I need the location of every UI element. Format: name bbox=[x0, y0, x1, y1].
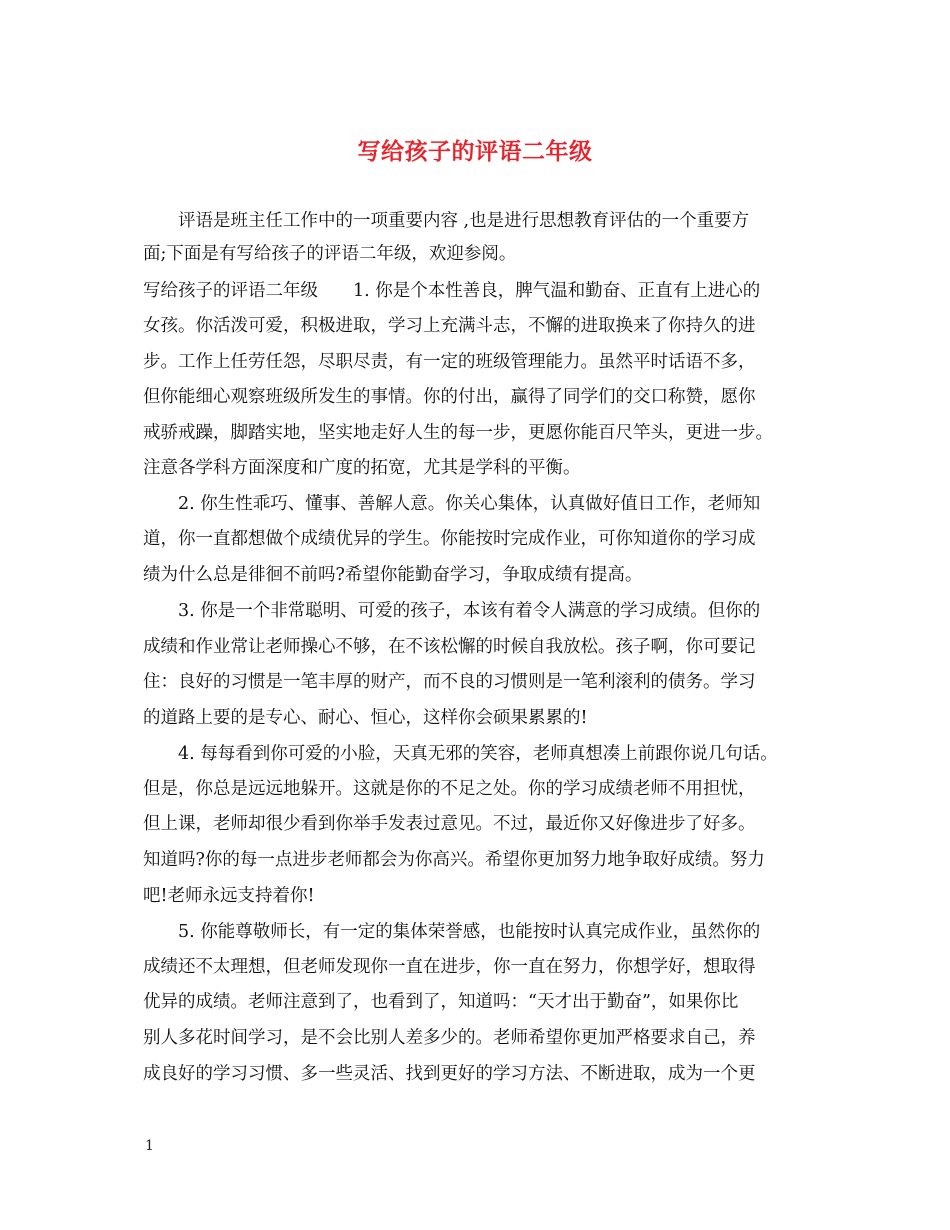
body-line: 但你能细心观察班级所发生的事情。你的付出，赢得了同学们的交口称赞，愿你 bbox=[143, 387, 756, 407]
body-line: 写给孩子的评语二年级 1. 你是个本性善良，脾气温和勤奋、正直有上进心的 bbox=[143, 281, 761, 301]
body-line: 但是，你总是远远地躲开。这就是你的不足之处。你的学习成绩老师不用担忧， bbox=[143, 779, 756, 799]
body-line: 注意各学科方面深度和广度的拓宽，尤其是学科的平衡。 bbox=[143, 458, 581, 478]
body-line: 的道路上要的是专心、耐心、恒心，这样你会硕果累累的! bbox=[143, 708, 588, 728]
body-line: 2. 你生性乖巧、懂事、善解人意。你关心集体，认真做好值日工作，老师知 bbox=[143, 494, 761, 514]
body-line: 女孩。你活泼可爱，积极进取，学习上充满斗志，不懈的进取换来了你持久的进 bbox=[143, 316, 756, 336]
page-title: 写给孩子的评语二年级 bbox=[357, 139, 593, 165]
body-line: 面;下面是有写给孩子的评语二年级，欢迎参阅。 bbox=[143, 244, 517, 264]
body-line: 知道吗?你的每一点进步老师都会为你高兴。希望你更加努力地争取好成绩。努力 bbox=[143, 850, 765, 870]
body-line: 绩为什么总是徘徊不前吗?希望你能勤奋学习，争取成绩有提高。 bbox=[143, 565, 643, 585]
body-line: 优异的成绩。老师注意到了，也看到了，知道吗：“天才出于勤奋”，如果你比 bbox=[143, 992, 739, 1012]
body-line: 吧!老师永远支持着你! bbox=[143, 886, 315, 906]
body-line: 成良好的学习习惯、多一些灵活、找到更好的学习方法、不断进取，成为一个更 bbox=[143, 1064, 756, 1084]
body-line: 成绩和作业常让老师操心不够，在不该松懈的时候自我放松。孩子啊，你可要记 bbox=[143, 637, 756, 657]
body-line: 别人多花时间学习，是不会比别人差多少的。老师希望你更加严格要求自己，养 bbox=[143, 1028, 756, 1048]
body-line: 评语是班主任工作中的一项重要内容 ,也是进行思想教育评估的一个重要方 bbox=[143, 211, 750, 231]
body-line: 5. 你能尊敬师长，有一定的集体荣誉感，也能按时认真完成作业，虽然你的 bbox=[143, 922, 761, 942]
body-line: 3. 你是一个非常聪明、可爱的孩子，本该有着令人满意的学习成绩。但你的 bbox=[143, 601, 761, 621]
body-line: 步。工作上任劳任怨，尽职尽责，有一定的班级管理能力。虽然平时话语不多， bbox=[143, 352, 756, 372]
body-line: 住：良好的习惯是一笔丰厚的财产，而不良的习惯则是一笔利滚利的债务。学习 bbox=[143, 672, 756, 692]
body-line: 戒骄戒躁，脚踏实地，坚实地走好人生的每一步，更愿你能百尺竿头，更进一步。 bbox=[143, 423, 773, 443]
body-line: 但上课，老师却很少看到你举手发表过意见。不过，最近你又好像进步了好多。 bbox=[143, 814, 756, 834]
page-number: 1 bbox=[145, 1138, 154, 1154]
body-line: 成绩还不太理想，但老师发现你一直在进步，你一直在努力，你想学好，想取得 bbox=[143, 957, 756, 977]
body-line: 4. 每每看到你可爱的小脸，天真无邪的笑容，老师真想凑上前跟你说几句话。 bbox=[143, 744, 778, 764]
body-line: 道，你一直都想做个成绩优异的学生。你能按时完成作业，可你知道你的学习成 bbox=[143, 529, 756, 549]
